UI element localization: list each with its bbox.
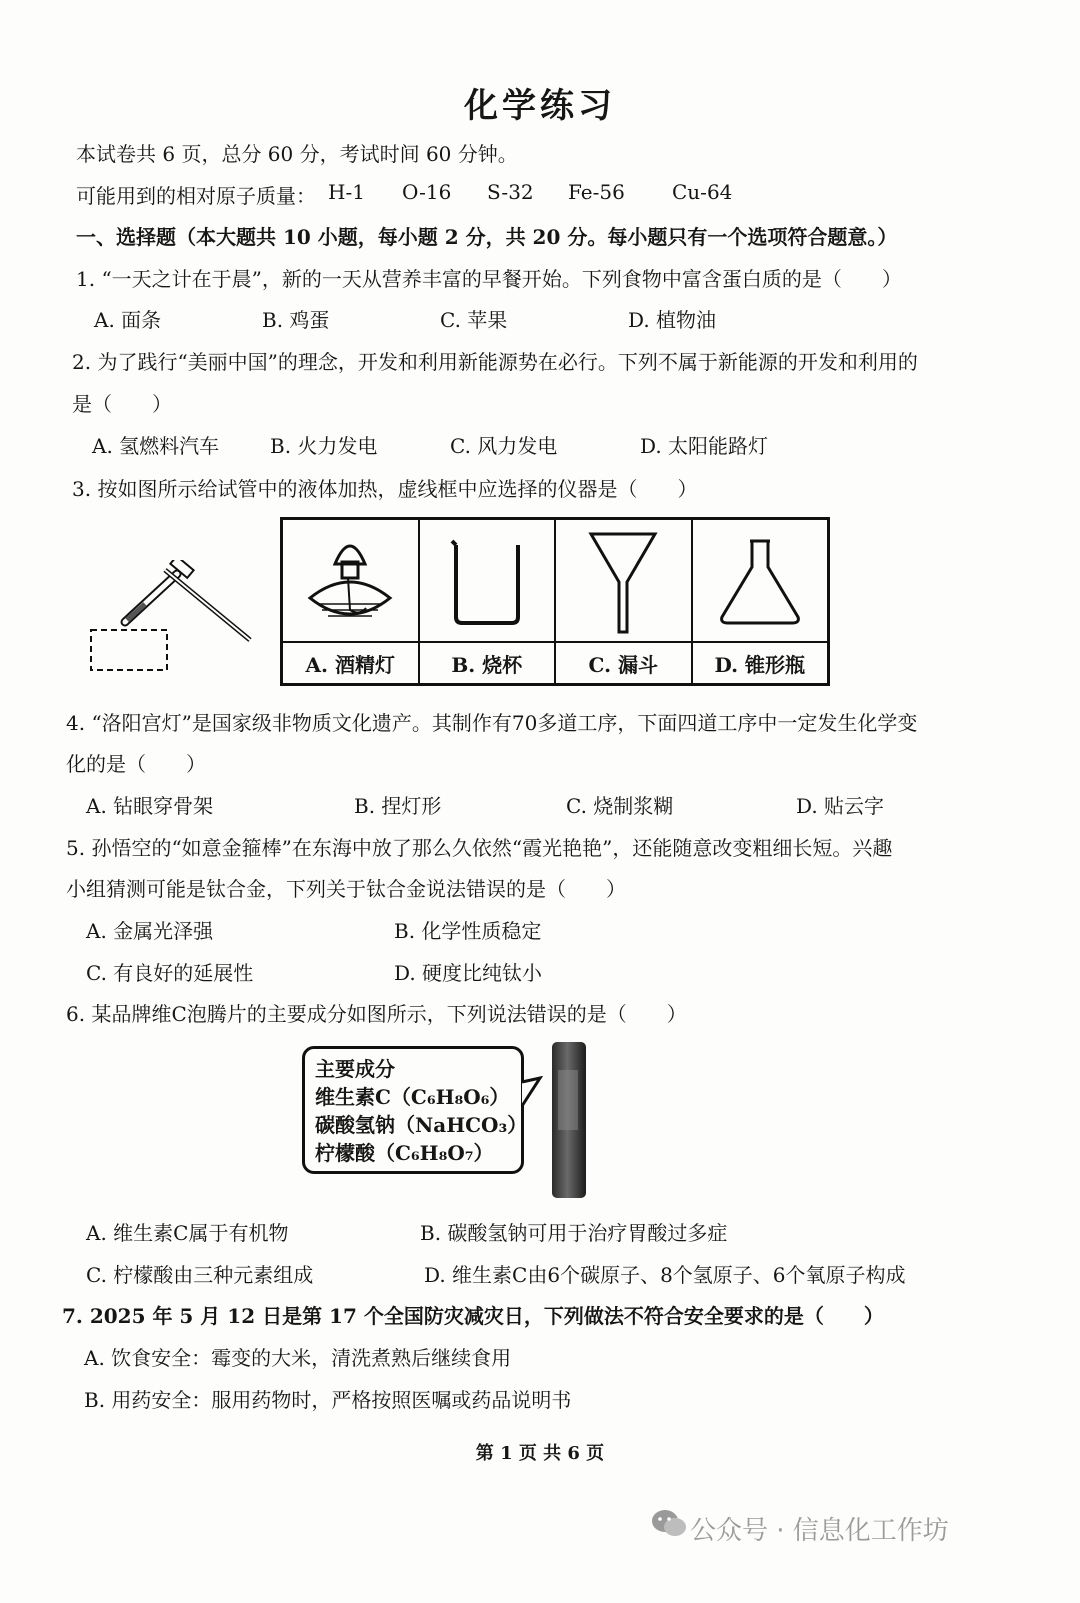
alcohol-lamp-icon: [300, 526, 400, 636]
instrument-cell: [556, 520, 693, 683]
instrument-label: A. 酒精灯: [283, 641, 418, 683]
instrument-label: B. 烧杯: [420, 641, 555, 683]
question-option: B. 捏灯形: [354, 794, 442, 818]
question-option: B. 用药安全：服用药物时，严格按照医嘱或药品说明书: [84, 1388, 572, 1412]
instrument-cell: [420, 520, 557, 683]
atomic-mass-item: O-16: [402, 180, 452, 204]
atomic-mass-label: 可能用到的相对原子质量：: [76, 184, 316, 208]
question-option: C. 风力发电: [450, 434, 558, 458]
question-stem: 3. 按如图所示给试管中的液体加热，虚线框中应选择的仪器是（ ）: [72, 477, 698, 501]
question-stem-cont: 是（ ）: [72, 392, 172, 416]
question-option: D. 太阳能路灯: [640, 434, 769, 458]
question-option: D. 植物油: [628, 308, 717, 332]
ingredients-callout: [302, 1046, 528, 1174]
question-option: A. 饮食安全：霉变的大米，清洗煮熟后继续食用: [84, 1346, 512, 1370]
ingredient-line: 柠檬酸（C₆H₈O₇）: [315, 1141, 494, 1165]
question-option: C. 柠檬酸由三种元素组成: [86, 1263, 314, 1287]
ingredient-line: 碳酸氢钠（NaHCO₃）: [315, 1113, 528, 1137]
instrument-label: D. 锥形瓶: [693, 641, 828, 683]
question-option: B. 碳酸氢钠可用于治疗胃酸过多症: [420, 1221, 728, 1245]
question-option: B. 火力发电: [270, 434, 378, 458]
question-stem-cont: 小组猜测可能是钛合金，下列关于钛合金说法错误的是（ ）: [66, 877, 626, 901]
question-option: C. 苹果: [440, 308, 508, 332]
question-option: D. 维生素C由6个碳原子、8个氢原子、6个氧原子构成: [424, 1263, 906, 1287]
question-option: B. 化学性质稳定: [394, 919, 542, 943]
question-stem: 1. “一天之计在于晨”，新的一天从营养丰富的早餐开始。下列食物中富含蛋白质的是（ ）: [76, 267, 902, 291]
instrument-cell: [693, 520, 828, 683]
ingredient-line: 维生素C（C₆H₈O₆）: [315, 1085, 510, 1109]
atomic-mass-item: Fe-56: [568, 180, 625, 204]
question-option: C. 烧制浆糊: [566, 794, 674, 818]
effervescent-tube-image: [548, 1040, 590, 1202]
atomic-mass-item: H-1: [328, 180, 365, 204]
watermark: 公众号 · 信息化工作坊: [690, 1516, 949, 1546]
instrument-cell: [283, 520, 420, 683]
question-stem: 4. “洛阳宫灯”是国家级非物质文化遗产。其制作有70多道工序，下面四道工序中一定发生化学变: [66, 711, 918, 735]
callout-pointer: [520, 1076, 544, 1116]
question-option: A. 金属光泽强: [86, 919, 214, 943]
test-tube-heating-figure: [85, 560, 260, 680]
question-option: B. 鸡蛋: [262, 308, 330, 332]
atomic-mass-item: S-32: [487, 180, 534, 204]
question-stem: 7. 2025 年 5 月 12 日是第 17 个全国防灾减灾日，下列做法不符合安全要求的是（ ）: [62, 1304, 884, 1328]
instrument-label: C. 漏斗: [556, 641, 691, 683]
ingredients-heading: 主要成分: [315, 1057, 395, 1081]
page-footer: 第 1 页 共 6 页: [475, 1443, 605, 1464]
page-title: 化学练习: [464, 86, 616, 126]
beaker-icon: [442, 531, 532, 631]
question-option: A. 面条: [94, 308, 162, 332]
question-option: D. 硬度比纯钛小: [394, 961, 543, 985]
question-option: A. 维生素C属于有机物: [86, 1221, 289, 1245]
question-stem: 5. 孙悟空的“如意金箍棒”在东海中放了那么久依然“霞光艳艳”，还能随意改变粗细长短。兴趣: [66, 836, 893, 860]
atomic-mass-item: Cu-64: [672, 180, 733, 204]
exam-intro: 本试卷共 6 页，总分 60 分，考试时间 60 分钟。: [76, 142, 518, 166]
question-option: A. 氢燃料汽车: [92, 434, 220, 458]
question-option: D. 贴云字: [796, 794, 885, 818]
instrument-table: [280, 517, 830, 686]
section-heading: 一、选择题（本大题共 10 小题，每小题 2 分，共 20 分。每小题只有一个选项符合题意。）: [76, 225, 898, 249]
question-stem: 6. 某品牌维C泡腾片的主要成分如图所示，下列说法错误的是（ ）: [66, 1002, 687, 1026]
conical-flask-icon: [710, 531, 810, 631]
question-option: A. 钻眼穿骨架: [86, 794, 214, 818]
question-option: C. 有良好的延展性: [86, 961, 254, 985]
question-stem-cont: 化的是（ ）: [66, 752, 206, 776]
wechat-icon: [650, 1506, 688, 1540]
question-stem: 2. 为了践行“美丽中国”的理念，开发和利用新能源势在必行。下列不属于新能源的开发和利用的: [72, 350, 918, 374]
funnel-icon: [583, 526, 663, 636]
